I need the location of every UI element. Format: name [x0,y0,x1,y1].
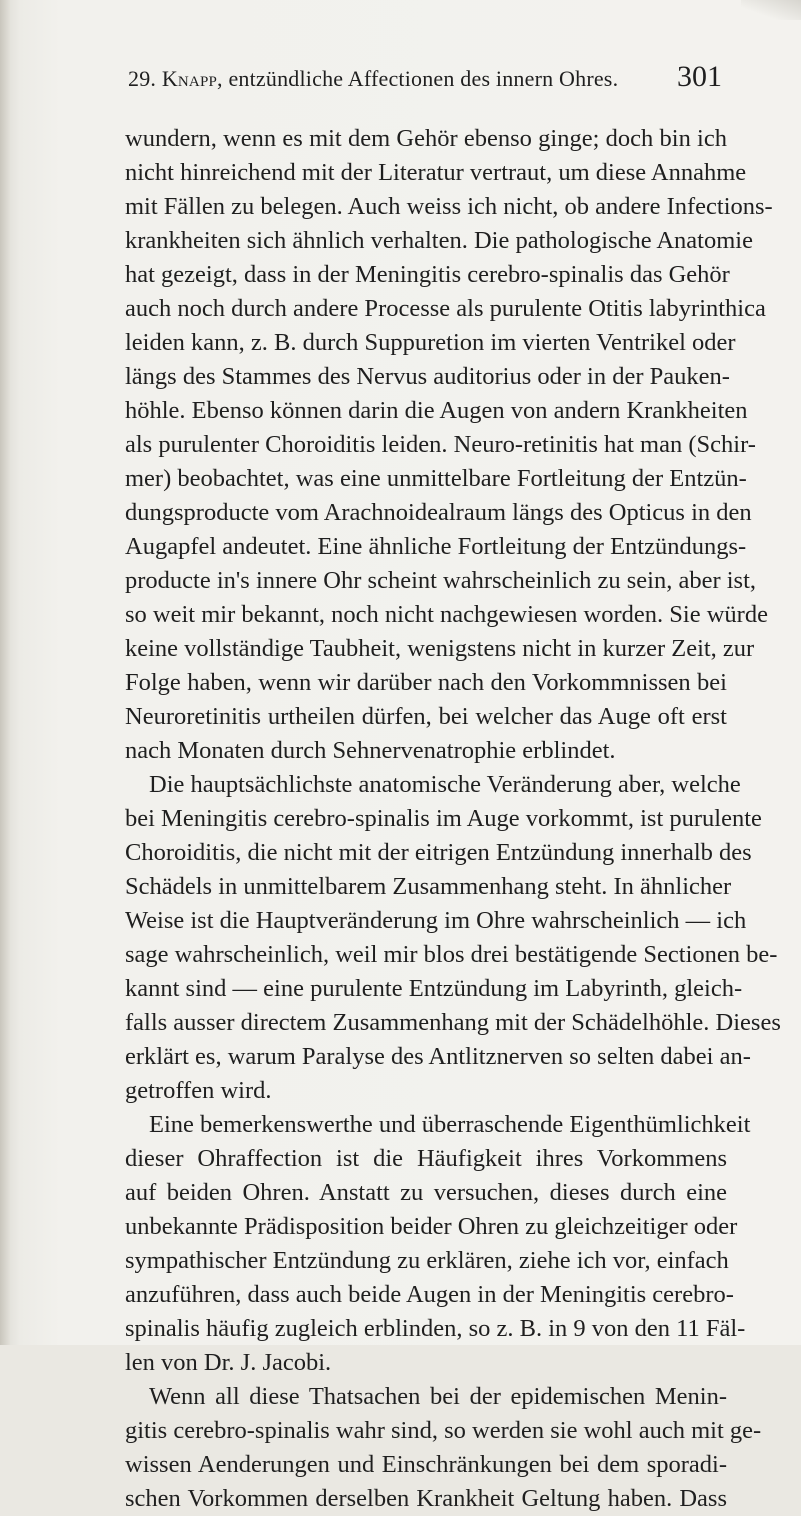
text-line: wissen Aenderungen und Einschränkungen bei dem sporadi- [125,1451,727,1478]
text-line: producte in's innere Ohr scheint wahrscheinlich zu sein, aber ist, [125,567,757,594]
text-line: Augapfel andeutet. Eine ähnliche Fortleitung der Entzündungs- [125,533,747,560]
text-line: unbekannte Prädisposition beider Ohren zu gleichzeitiger oder [125,1213,738,1240]
text-line-paragraph-end: getroffen wird. [125,1077,272,1104]
text-line: bei Meningitis cerebro-spinalis im Auge vorkommt, ist purulente [125,805,762,832]
text-line: keine vollständige Taubheit, wenigstens nicht in kurzer Zeit, zur [125,635,755,662]
text-line: Schädels in unmittelbarem Zusammenhang steht. In ähnlicher [125,873,732,900]
text-line: sympathischer Entzündung zu erklären, ziehe ich vor, einfach [125,1247,729,1274]
text-line: dieser Ohraffection ist die Häufigkeit ihres Vorkommens [125,1145,727,1172]
text-line: auch noch durch andere Processe als purulente Otitis labyrinthica [125,295,766,322]
text-line: wundern, wenn es mit dem Gehör ebenso ginge; doch bin ich [125,125,727,152]
text-line: leiden kann, z. B. durch Suppuretion im vierten Ventrikel oder [125,329,736,356]
body-text [125,122,781,1516]
text-line: so weit mir bekannt, noch nicht nachgewiesen worden. Sie würde [125,601,768,628]
text-line: nicht hinreichend mit der Literatur vertraut, um diese Annahme [125,159,747,186]
text-line: längs des Stammes des Nervus auditorius oder in der Pauken- [125,363,730,390]
author-name: Knapp, [161,66,223,91]
text-line: Folge haben, wenn wir darüber nach den Vorkommnissen bei [125,669,727,696]
text-line: schen Vorkommen derselben Krankheit Geltung haben. Dass [125,1485,727,1512]
page-corner-shadow [741,0,801,20]
text-line-paragraph-end: len von Dr. J. Jacobi. [125,1349,332,1376]
text-line: kannt sind — eine purulente Entzündung im Labyrinth, gleich- [125,975,743,1002]
text-line: gitis cerebro-spinalis wahr sind, so werden sie wohl auch mit ge- [125,1417,762,1444]
text-line: anzuführen, dass auch beide Augen in der Meningitis cerebro- [125,1281,734,1308]
text-line: mer) beobachtet, was eine unmittelbare Fortleitung der Entzün- [125,465,747,492]
running-head-title [128,66,618,92]
page-binding-edge [0,0,10,1345]
text-line-paragraph-start: Die hauptsächlichste anatomische Veränderung aber, welche [149,771,741,798]
text-line: hat gezeigt, dass in der Meningitis cerebro-spinalis das Gehör [125,261,730,288]
text-line: höhle. Ebenso können darin die Augen von andern Krankheiten [125,397,748,424]
text-line: Weise ist die Hauptveränderung im Ohre wahrscheinlich — ich [125,907,747,934]
text-line-paragraph-end: nach Monaten durch Sehnervenatrophie erblindet. [125,737,616,764]
text-line-paragraph-start: Eine bemerkenswerthe und überraschende Eigenthümlichkeit [149,1111,751,1138]
text-line: falls ausser directem Zusammenhang mit der Schädelhöhle. Dieses [125,1009,781,1036]
text-line: erklärt es, warum Paralyse des Antlitznerven so selten dabei an- [125,1043,751,1070]
running-head [128,60,722,100]
text-line: als purulenter Choroiditis leiden. Neuro-retinitis hat man (Schir- [125,431,756,458]
text-line-paragraph-start: Wenn all diese Thatsachen bei der epidemischen Menin- [149,1383,727,1410]
text-line: auf beiden Ohren. Anstatt zu versuchen, dieses durch eine [125,1179,727,1206]
page-number: 301 [677,60,722,93]
text-line: Neuroretinitis urtheilen dürfen, bei welcher das Auge oft erst [125,703,727,730]
text-line: sage wahrscheinlich, weil mir blos drei bestätigende Sectionen be- [125,941,778,968]
text-line: Choroiditis, die nicht mit der eitrigen Entzündung innerhalb des [125,839,752,866]
text-line: mit Fällen zu belegen. Auch weiss ich nicht, ob andere Infections- [125,193,773,220]
text-line: dungsproducte vom Arachnoidealraum längs des Opticus in den [125,499,752,526]
chapter-title: entzündliche Affectionen des innern Ohres. [228,66,619,91]
text-line: spinalis häufig zugleich erblinden, so z. B. in 9 von den 11 Fäl- [125,1315,746,1342]
chapter-number: 29. [128,66,157,91]
text-line: krankheiten sich ähnlich verhalten. Die pathologische Anatomie [125,227,753,254]
